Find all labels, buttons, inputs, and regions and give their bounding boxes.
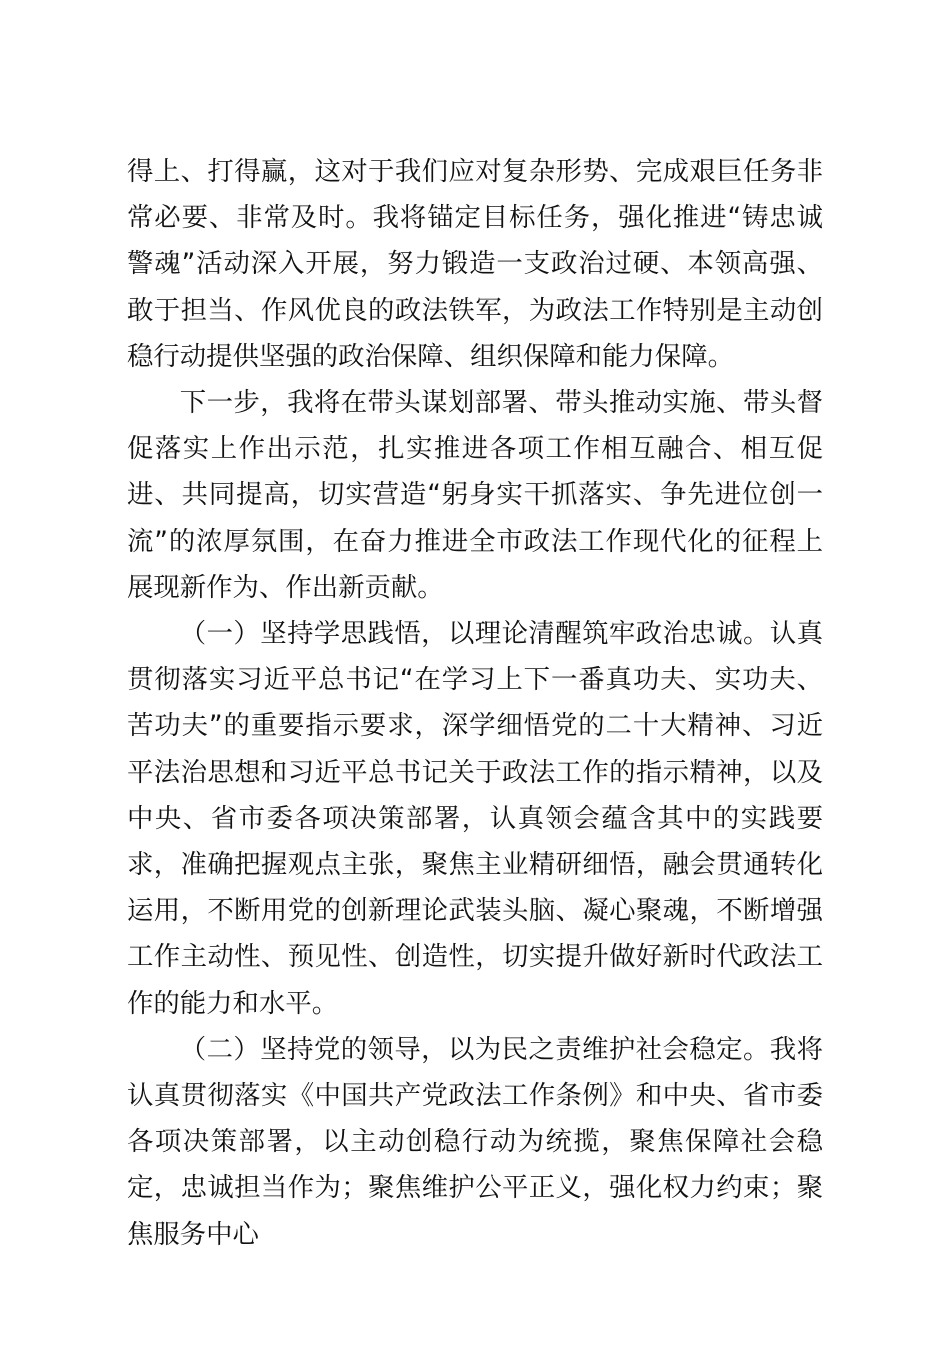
paragraph-2: 下一步，我将在带头谋划部署、带头推动实施、带头督促落实上作出示范，扎实推进各项工作相互融合、相互促进、共同提高，切实营造“躬身实干抓落实、争先进位创一流”的浓厚氛围，在奋力推进全市政法工作现代化的征程上展现新作为、作出新贡献。 xyxy=(127,387,823,603)
document-body xyxy=(127,149,823,1258)
paragraph-4: （二）坚持党的领导，以为民之责维护社会稳定。我将认真贯彻落实《中国共产党政法工作条例》和中央、省市委各项决策部署，以主动创稳行动为统揽，聚焦保障社会稳定，忠诚担当作为；聚焦维护公平正义，强化权力约束；聚焦服务中心 xyxy=(127,1033,823,1250)
paragraph-1: 得上、打得赢，这对于我们应对复杂形势、完成艰巨任务非常必要、非常及时。我将锚定目标任务，强化推进“铸忠诚警魂”活动深入开展，努力锻造一支政治过硬、本领高强、敢于担当、作风优良的政法铁军，为政法工作特别是主动创稳行动提供坚强的政治保障、组织保障和能力保障。 xyxy=(127,156,823,372)
paragraph-3: （一）坚持学思践悟，以理论清醒筑牢政治忠诚。认真贯彻落实习近平总书记“在学习上下一番真功夫、实功夫、苦功夫”的重要指示要求，深学细悟党的二十大精神、习近平法治思想和习近平总书记关于政法工作的指示精神，以及中央、省市委各项决策部署，认真领会蕴含其中的实践要求，准确把握观点主张，聚焦主业精研细悟，融会贯通转化运用，不断用党的创新理论武装头脑、凝心聚魂，不断增强工作主动性、预见性、创造性，切实提升做好新时代政法工作的能力和水平。 xyxy=(127,618,823,1019)
